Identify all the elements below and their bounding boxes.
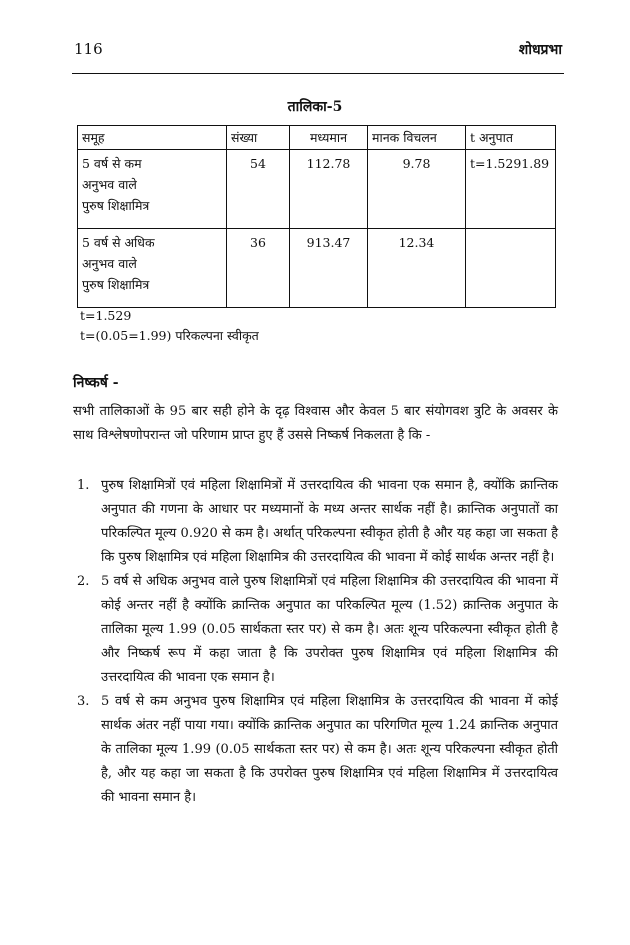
- col-header-sd: मानक विचलन: [368, 126, 466, 150]
- group-line: अनुभव वाले: [82, 256, 137, 271]
- item-number: 3.: [77, 694, 90, 709]
- col-header-t-ratio: t अनुपात: [466, 126, 556, 150]
- item-number: 2.: [77, 574, 90, 589]
- group-cell: [78, 229, 227, 308]
- findings-list: [73, 474, 558, 810]
- table-row: [78, 150, 556, 229]
- table-row: [78, 229, 556, 308]
- table-header-row: [78, 126, 556, 150]
- running-head: शोधप्रभा: [518, 42, 562, 58]
- group-line: पुरुष शिक्षामित्र: [82, 277, 150, 292]
- list-item: [73, 474, 558, 570]
- col-header-count: संख्या: [227, 126, 290, 150]
- mean-cell: 913.47: [290, 229, 368, 308]
- col-header-group: समूह: [78, 126, 227, 150]
- t-ratio-cell: t=1.5291.89: [466, 150, 556, 229]
- count-cell: 54: [227, 150, 290, 229]
- list-item: [73, 690, 558, 810]
- t-ratio-cell: [466, 229, 556, 308]
- table-notes: [80, 306, 259, 346]
- conclusion-heading: निष्कर्ष -: [73, 375, 119, 391]
- group-line: 5 वर्ष से कम: [82, 156, 142, 171]
- header-rule: [72, 73, 564, 74]
- mean-cell: 112.78: [290, 150, 368, 229]
- group-cell: [78, 150, 227, 229]
- item-text: 5 वर्ष से अधिक अनुभव वाले पुरुष शिक्षामित्रों एवं महिला शिक्षामित्र की उत्तरदायित्व की भावना में कोई अन्तर नहीं है क्योंकि क्रान्तिक अनुपात का परिकल्पित मूल्य (1.52) क्रान्तिक अनुपात के तालिका मूल्य 1.99 (0.05 सार्थकता स्तर पर) से कम है। अतः शून्य परिकल्पना स्वीकृत होती है और निष्कर्ष रूप में कहा जाता है कि उपरोक्त पुरुष शिक्षामित्र एवं महिला शिक्षामित्र की उत्तरदायित्व की भावना एक समान है।: [101, 574, 558, 685]
- group-line: पुरुष शिक्षामित्र: [82, 198, 150, 213]
- page-number: 116: [74, 40, 103, 58]
- table-note: t=1.529: [80, 308, 132, 323]
- col-header-mean: मध्यमान: [290, 126, 368, 150]
- data-table: [77, 125, 556, 308]
- item-text: 5 वर्ष से कम अनुभव पुरुष शिक्षामित्र एवं महिला शिक्षामित्र के उत्तरदायित्व की भावना में कोई सार्थक अंतर नहीं पाया गया। क्योंकि क्रान्तिक अनुपात का परिगणित मूल्य 1.24 क्रान्तिक अनुपात के तालिका मूल्य 1.99 (0.05 सार्थकता स्तर पर) से कम है। अतः शून्य परिकल्पना स्वीकृत होती है, और यह कहा जा सकता है कि उपरोक्त पुरुष शिक्षामित्र एवं महिला शिक्षामित्र में उत्तरदायित्व की भावना समान है।: [101, 694, 558, 805]
- table-title: तालिका-5: [287, 99, 343, 115]
- list-item: [73, 570, 558, 690]
- item-number: 1.: [77, 478, 90, 493]
- table-note: t=(0.05=1.99) परिकल्पना स्वीकृत: [80, 328, 259, 343]
- group-line: 5 वर्ष से अधिक: [82, 235, 155, 250]
- group-line: अनुभव वाले: [82, 177, 137, 192]
- conclusion-intro: सभी तालिकाओं के 95 बार सही होने के दृढ़ विश्वास और केवल 5 बार संयोगवश त्रुटि के अवसर के साथ विश्लेषणोपरान्त जो परिणाम प्राप्त हुए हैं उससे निष्कर्ष निकलता है कि -: [73, 404, 558, 443]
- sd-cell: 9.78: [368, 150, 466, 229]
- item-text: पुरुष शिक्षामित्रों एवं महिला शिक्षामित्रों में उत्तरदायित्व की भावना एक समान है, क्योंकि क्रान्तिक अनुपात की गणना के आधार पर मध्यमानों के मध्य अन्तर सार्थक नहीं है। क्रान्तिक अनुपातों का परिकल्पित मूल्य 0.920 से कम है। अर्थात् परिकल्पना स्वीकृत होती है और यह कहा जा सकता है कि पुरुष शिक्षामित्र एवं महिला शिक्षामित्र की उत्तरदायित्व की भावना में कोई सार्थक अन्तर नहीं है।: [101, 478, 558, 565]
- count-cell: 36: [227, 229, 290, 308]
- sd-cell: 12.34: [368, 229, 466, 308]
